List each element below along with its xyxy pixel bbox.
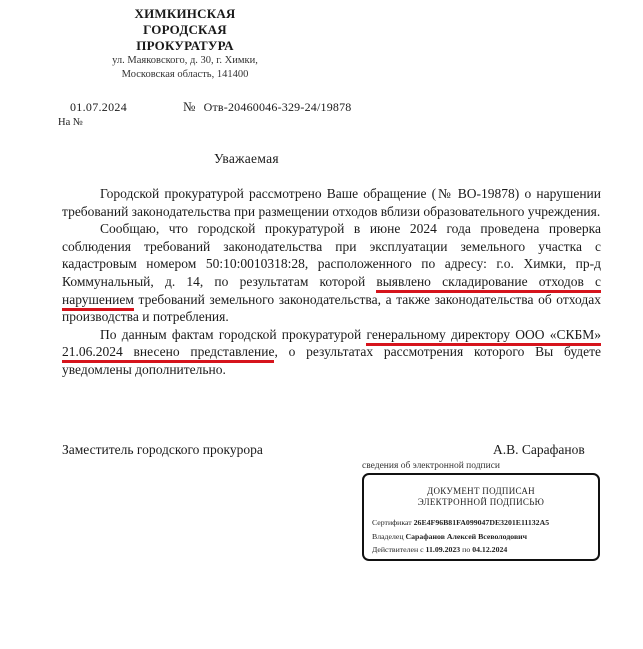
stamp-validity-row [372, 545, 507, 555]
certificate-label: Сертификат [372, 518, 412, 527]
signature-note: сведения об электронной подписи [362, 461, 501, 471]
paragraph-2-text-after: требований земельного законодательства, а также законодательства об отходах производства и потребления. [62, 291, 601, 325]
stamp-certificate-row [372, 518, 549, 528]
signer-position: Заместитель городского прокурора [62, 442, 263, 457]
paragraph-2-text-before: Сообщаю, что городской прокуратурой в июне 2024 года проведена проверка соблюдения требований законодательства при эксплуатации земельного участка с кадастровым номером 50:10:0010318:28, расположенного по адресу: г.о. Химки, пр-д Коммунальный, д. 14, по результатам которой [62, 221, 601, 289]
org-name-line2: ГОРОДСКАЯ ПРОКУРАТУРА [136, 22, 234, 53]
e-signature-stamp [362, 473, 600, 561]
paragraph-3-text-before: По данным фактам городской прокуратурой [100, 326, 367, 342]
stamp-title-line2: ЭЛЕКТРОННОЙ ПОДПИСЬЮ [417, 497, 545, 507]
valid-to-prefix: по [462, 545, 471, 554]
letterhead [95, 6, 275, 82]
letter-body [62, 185, 601, 379]
validity-label: Действителен [372, 545, 419, 554]
valid-to: 04.12.2024 [472, 545, 508, 554]
owner-value: Сарафанов Алексей Всеволодович [405, 532, 528, 541]
org-address-line2: Московская область, 141400 [121, 69, 249, 80]
letter-date: 01.07.2024 [70, 100, 127, 114]
reference-label: На № [58, 117, 83, 128]
signer-name: А.В. Сарафанов [493, 442, 585, 457]
paragraph-3-text-after: , о результатах рассмотрения которого Вы будете уведомлены дополнительно. [62, 344, 601, 377]
owner-label: Владелец [372, 532, 404, 541]
valid-from-prefix: с [420, 545, 424, 554]
org-name-line1: ХИМКИНСКАЯ [134, 6, 236, 21]
number-value: Отв-20460046-329-24/19878 [203, 100, 352, 114]
stamp-owner-row [372, 532, 527, 542]
org-address-line1: ул. Маяковского, д. 30, г. Химки, [112, 55, 258, 66]
certificate-value: 26E4F96B81FA099047DE3201E11132A5 [413, 518, 550, 527]
greeting: Уважаемая [214, 151, 279, 166]
paragraph-2 [62, 220, 601, 326]
paragraph-1: Городской прокуратурой рассмотрено Ваше обращение (№ ВО-19878) о нарушении требований законодательства при размещении отходов вблизи образовательного учреждения. [62, 186, 601, 219]
number-sign: № [183, 99, 196, 114]
highlighted-representation: генеральному директору ООО «СКБМ» 21.06.2024 внесено представление [62, 327, 601, 364]
stamp-title-line1: ДОКУМЕНТ ПОДПИСАН [427, 486, 535, 496]
letter-number [183, 99, 352, 115]
valid-from: 11.09.2023 [425, 545, 461, 554]
stamp-title [364, 486, 598, 508]
highlighted-violation: выявлено складирование отходов с нарушением [62, 274, 601, 311]
paragraph-3 [62, 326, 601, 379]
